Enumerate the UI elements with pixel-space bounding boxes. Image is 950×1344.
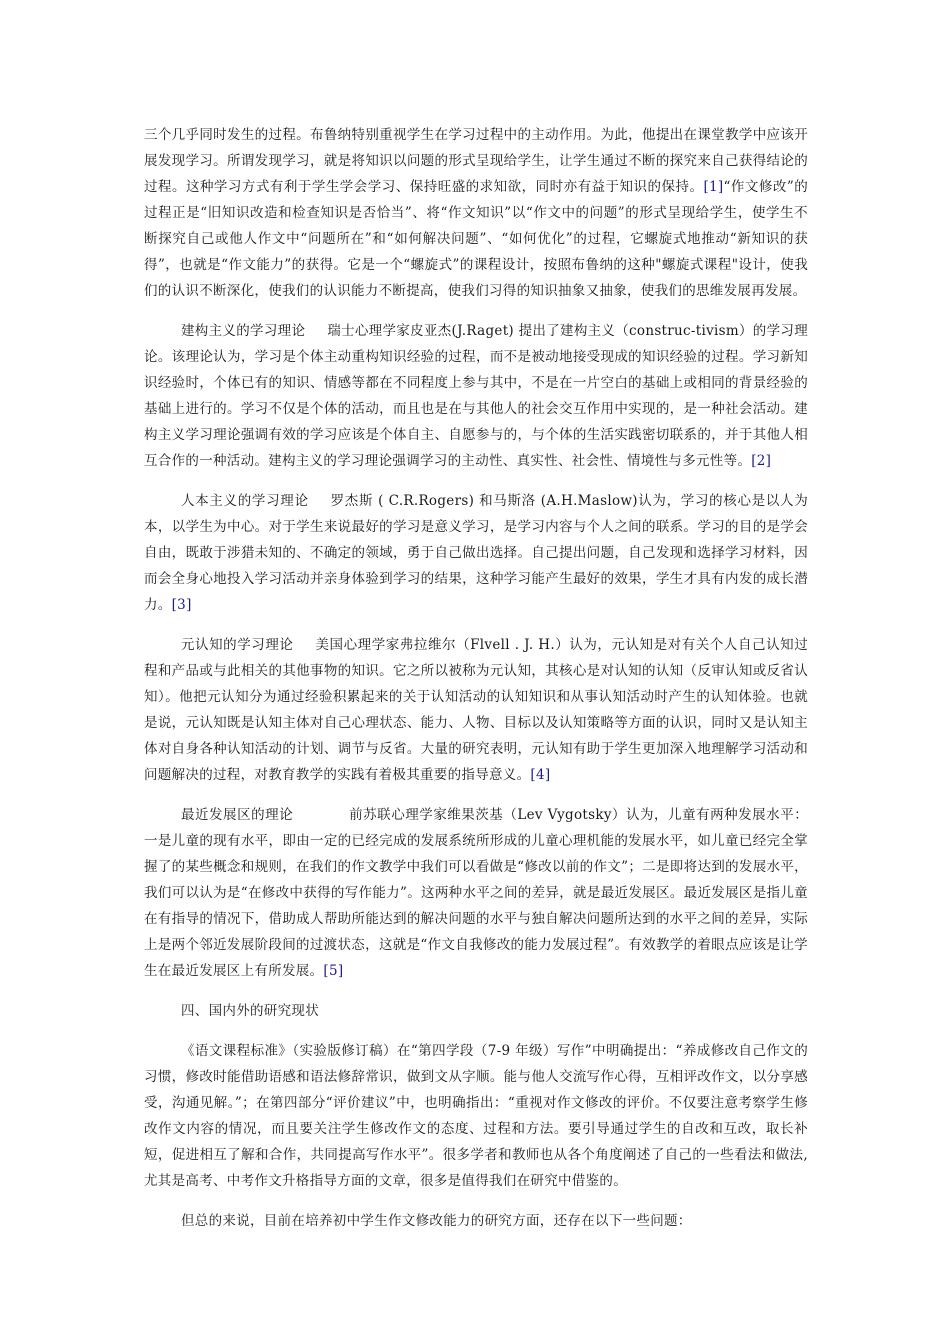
paragraph-text: 三个几乎同时发生的过程。布鲁纳特别重视学生在学习过程中的主动作用。为此，他提出在课堂教学中应该开展发现学习。所谓发现学习，就是将知识以问题的形式呈现给学生，让学生通过不断的探究来自己获得结论的过程。这种学习方式有利于学生学会学习、保持旺盛的求知欲，同时亦有益于知识的保持。 (144, 127, 808, 195)
paragraph-zpd (144, 802, 808, 984)
section-heading: 最近发展区的理论 (181, 807, 294, 823)
citation-link[interactable]: [1] (703, 179, 724, 195)
paragraph-text: 但总的来说，目前在培养初中学生作文修改能力的研究方面，还存在以下一些问题： (181, 1213, 692, 1229)
citation-link[interactable]: [2] (751, 453, 772, 469)
citation-link[interactable]: [4] (530, 767, 551, 783)
paragraph-metacognition (144, 632, 808, 788)
citation-link[interactable]: [3] (171, 597, 192, 613)
paragraph-problems-intro (144, 1208, 808, 1234)
paragraph-text: 瑞士心理学家皮亚杰(J.Raget) 提出了建构主义（construc-tivism）的学习理论。该理论认为，学习是个体主动重构知识经验的过程，而不是被动地接受现成的知识经验的过程。学习新知识经验时，个体已有的知识、情感等都在不同程度上参与其中，不是在一片空白的基础上或相同的背景经验的基础上进行的。学习不仅是个体的活动，而且也是在与其他人的社会交互作用中实现的，是一种社会活动。建构主义学习理论强调有效的学习应该是个体自主、自愿参与的，与个体的生活实践密切联系的，并于其他人相互合作的一种活动。建构主义的学习理论强调学习的主动性、真实性、社会性、情境性与多元性等。 (144, 323, 808, 469)
paragraph-text: 四、国内外的研究现状 (181, 1003, 319, 1019)
citation-link[interactable]: [5] (323, 963, 344, 979)
paragraph-text: 前苏联心理学家维果茨基（Lev Vygotsky）认为，儿童有两种发展水平：一是儿童的现有水平，即由一定的已经完成的发展系统所形成的儿童心理机能的发展水平，如儿童已经完全掌握了的某些概念和规则，在我们的作文教学中我们可以看做是“修改以前的作文”；二是即将达到的发展水平，我们可以认为是“在修改中获得的写作能力”。这两种水平之间的差异，就是最近发展区。最近发展区是指儿童在有指导的情况下，借助成人帮助所能达到的解决问题的水平与独自解决问题所达到的水平之间的差异，实际上是两个邻近发展阶段间的过渡状态，这就是“作文自我修改的能力发展过程”。有效教学的着眼点应该是让学生在最近发展区上有所发展。 (144, 807, 809, 979)
document-page (144, 122, 808, 1248)
paragraph-text: 美国心理学家弗拉维尔（Flvell . J. H.）认为，元认知是对有关个人自己认知过程和产品或与此相关的其他事物的知识。它之所以被称为元认知，其核心是对认知的认知（反审认知或反省认知）。他把元认知分为通过经验积累起来的关于认知活动的认知知识和从事认知活动时产生的认知体验。也就是说，元认知既是认知主体对自己心理状态、能力、人物、目标以及认知策略等方面的认识，同时又是认知主体对自身各种认知活动的计划、调节与反省。大量的研究表明，元认知有助于学生更加深入地理解学习活动和问题解决的过程，对教育教学的实践有着极其重要的指导意义。 (144, 637, 809, 783)
section-heading: 元认知的学习理论 (181, 637, 294, 653)
section-heading: 人本主义的学习理论 (181, 493, 309, 509)
paragraph-curriculum-standard (144, 1038, 808, 1194)
paragraph-text-continued: “作文修改”的过程正是“旧知识改造和检查知识是否恰当”、将“作文知识”以“作文中的问题”的形式呈现给学生，使学生不断探究自己或他人作文中“问题所在”和“如何解决问题”、“如何优化”的过程，它螺旋式地推动“新知识的获得”，也就是“作文能力”的获得。它是一个“螺旋式”的课程设计，按照布鲁纳的这种"螺旋式课程"设计，使我们的认识不断深化，使我们的认识能力不断提高，使我们习得的知识抽象又抽象，使我们的思维发展再发展。 (144, 179, 809, 299)
section-heading: 建构主义的学习理论 (181, 323, 306, 339)
paragraph-text: 《语文课程标准》（实验版修订稿）在“第四学段（7-9 年级）写作”中明确提出：“养成修改自己作文的习惯，修改时能借助语感和语法修辞常识，做到文从字顺。能与他人交流写作心得，互相评改作文，以分享感受，沟通见解。”；在第四部分“评价建议”中，也明确指出：“重视对作文修改的评价。不仅要注意考察学生修改作文内容的情况，而且要关注学生修改作文的态度、过程和方法。要引导通过学生的自改和互改，取长补短，促进相互了解和合作，共同提高写作水平”。很多学者和教师也从各个角度阐述了自己的一些看法和做法,尤其是高考、中考作文升格指导方面的文章，很多是值得我们在研究中借鉴的。 (144, 1043, 808, 1189)
paragraph-constructivism (144, 318, 808, 474)
paragraph-bruner (144, 122, 808, 304)
paragraph-humanism (144, 488, 808, 618)
section-title-research-status (144, 998, 808, 1024)
paragraph-text: 罗杰斯 ( C.R.Rogers) 和马斯洛 (A.H.Maslow)认为，学习的核心是以人为本，以学生为中心。对于学生来说最好的学习是意义学习，是学习内容与个人之间的联系。学习的目的是学会自由，既敢于涉猎未知的、不确定的领域，勇于自己做出选择。自己提出问题，自己发现和选择学习材料，因而会全身心地投入学习活动并亲身体验到学习的结果，这种学习能产生最好的效果，学生才具有内发的成长潜力。 (144, 493, 808, 613)
